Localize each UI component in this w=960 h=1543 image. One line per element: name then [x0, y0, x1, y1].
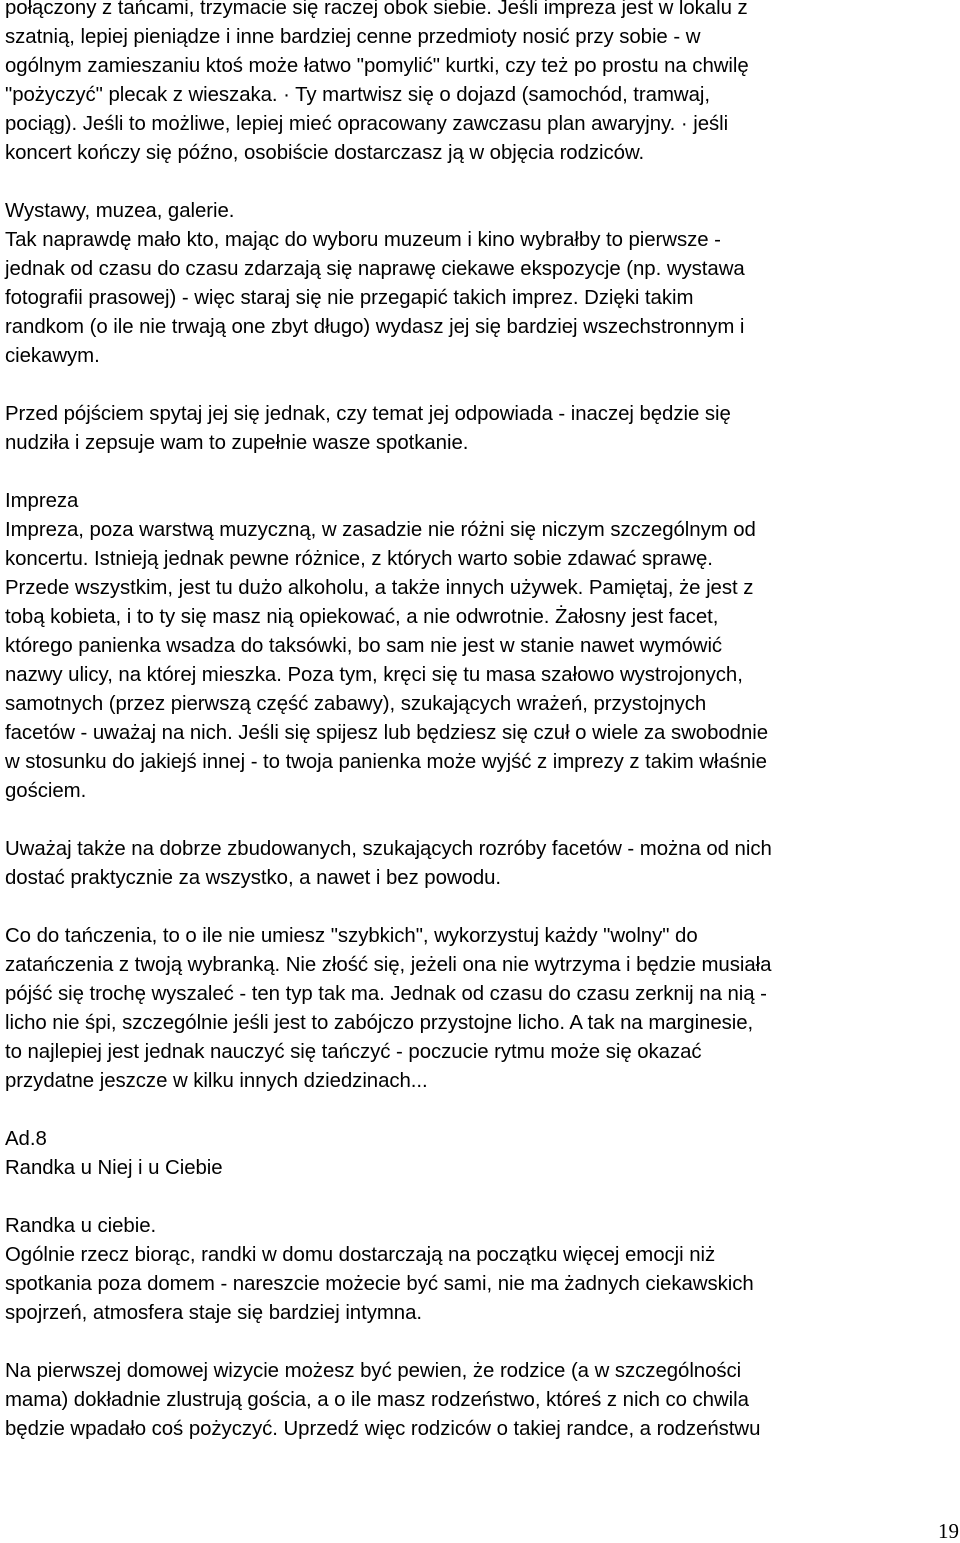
text-line: samotnych (przez pierwszą część zabawy), szukających wrażeń, przystojnych: [5, 693, 707, 715]
text-line: będzie wpadało coś pożyczyć. Uprzedź więc rodziców o takiej randce, a rodzeństwu: [5, 1418, 761, 1440]
text-line: zatańczenia z twoją wybranką. Nie złość się, jeżeli ona nie wytrzyma i będzie musiała: [5, 954, 772, 976]
text-line: licho nie śpi, szczególnie jeśli jest to zabójczo przystojne licho. A tak na marginesie,: [5, 1012, 754, 1034]
text-line: Co do tańczenia, to o ile nie umiesz "szybkich", wykorzystuj każdy "wolny" do: [5, 925, 698, 947]
text-line: nudziła i zepsuje wam to zupełnie wasze spotkanie.: [5, 432, 469, 454]
text-line: to najlepiej jest jednak nauczyć się tańczyć - poczucie rytmu może się okazać: [5, 1041, 702, 1063]
text-line: Uważaj także na dobrze zbudowanych, szukających rozróby facetów - można od nich: [5, 838, 772, 860]
text-line: spotkania poza domem - nareszcie możecie być sami, nie ma żadnych ciekawskich: [5, 1273, 754, 1295]
text-line: Przed pójściem spytaj jej się jednak, czy temat jej odpowiada - inaczej będzie się: [5, 403, 731, 425]
text-line: Randka u ciebie.: [5, 1215, 157, 1237]
text-line: Randka u Niej i u Ciebie: [5, 1157, 223, 1179]
text-line: ciekawym.: [5, 345, 100, 367]
text-line: w stosunku do jakiejś innej - to twoja panienka może wyjść z imprezy z takim właśnie: [5, 751, 767, 773]
blank-line: [5, 1328, 957, 1357]
text-line: połączony z tańcami, trzymacie się raczej obok siebie. Jeśli impreza jest w lokalu z: [5, 0, 748, 19]
text-line: fotografii prasowej) - więc staraj się nie przegapić takich imprez. Dzięki takim: [5, 287, 694, 309]
text-line: koncertu. Istnieją jednak pewne różnice, z których warto sobie zdawać sprawę.: [5, 548, 713, 570]
text-line: facetów - uważaj na nich. Jeśli się spijesz lub będziesz się czuł o wiele za swobodnie: [5, 722, 768, 744]
text-line: Impreza: [5, 490, 79, 512]
blank-line: [5, 1183, 957, 1212]
blank-line: [5, 371, 957, 400]
text-line: tobą kobieta, i to ty się masz nią opiekować, a nie odwrotnie. Żałosny jest facet,: [5, 606, 719, 628]
text-line: Tak naprawdę mało kto, mając do wyboru muzeum i kino wybrałby to pierwsze -: [5, 229, 721, 251]
text-line: koncert kończy się późno, osobiście dostarczasz ją w objęcia rodziców.: [5, 142, 645, 164]
blank-line: [5, 893, 957, 922]
blank-line: [5, 1096, 957, 1125]
text-line: jednak od czasu do czasu zdarzają się naprawę ciekawe ekspozycje (np. wystawa: [5, 258, 745, 280]
body-text: [5, 0, 957, 1444]
text-line: ogólnym zamieszaniu ktoś może łatwo "pomylić" kurtki, czy też po prostu na chwilę: [5, 55, 749, 77]
text-line: szatnią, lepiej pieniądze i inne bardziej cenne przedmioty nosić przy sobie - w: [5, 26, 701, 48]
text-line: randkom (o ile nie trwają one zbyt długo) wydasz jej się bardziej wszechstronnym i: [5, 316, 745, 338]
text-line: gościem.: [5, 780, 87, 802]
blank-line: [5, 806, 957, 835]
text-line: Wystawy, muzea, galerie.: [5, 200, 235, 222]
text-line: "pożyczyć" plecak z wieszaka. · Ty martwisz się o dojazd (samochód, tramwaj,: [5, 84, 710, 106]
text-line: którego panienka wsadza do taksówki, bo sam nie jest w stanie nawet wymówić: [5, 635, 723, 657]
text-line: dostać praktycznie za wszystko, a nawet i bez powodu.: [5, 867, 502, 889]
text-line: mama) dokładnie zlustrują gościa, a o ile masz rodzeństwo, któreś z nich co chwila: [5, 1389, 749, 1411]
text-line: Na pierwszej domowej wizycie możesz być pewien, że rodzice (a w szczególności: [5, 1360, 742, 1382]
text-line: nazwy ulicy, na której mieszka. Poza tym, kręci się tu masa szałowo wystrojonych,: [5, 664, 743, 686]
page-number: 19: [938, 1519, 959, 1543]
text-line: Przede wszystkim, jest tu dużo alkoholu, a także innych używek. Pamiętaj, że jest z: [5, 577, 754, 599]
blank-line: [5, 168, 957, 197]
text-line: Ogólnie rzecz biorąc, randki w domu dostarczają na początku więcej emocji niż: [5, 1244, 716, 1266]
text-line: pójść się trochę wyszaleć - ten typ tak ma. Jednak od czasu do czasu zerknij na nią -: [5, 983, 767, 1005]
text-line: przydatne jeszcze w kilku innych dziedzinach...: [5, 1070, 428, 1092]
text-line: Impreza, poza warstwą muzyczną, w zasadzie nie różni się niczym szczególnym od: [5, 519, 756, 541]
text-line: spojrzeń, atmosfera staje się bardziej intymna.: [5, 1302, 422, 1324]
blank-line: [5, 458, 957, 487]
text-line: pociąg). Jeśli to możliwe, lepiej mieć opracowany zawczasu plan awaryjny. · jeśli: [5, 113, 729, 135]
text-line: Ad.8: [5, 1128, 47, 1150]
